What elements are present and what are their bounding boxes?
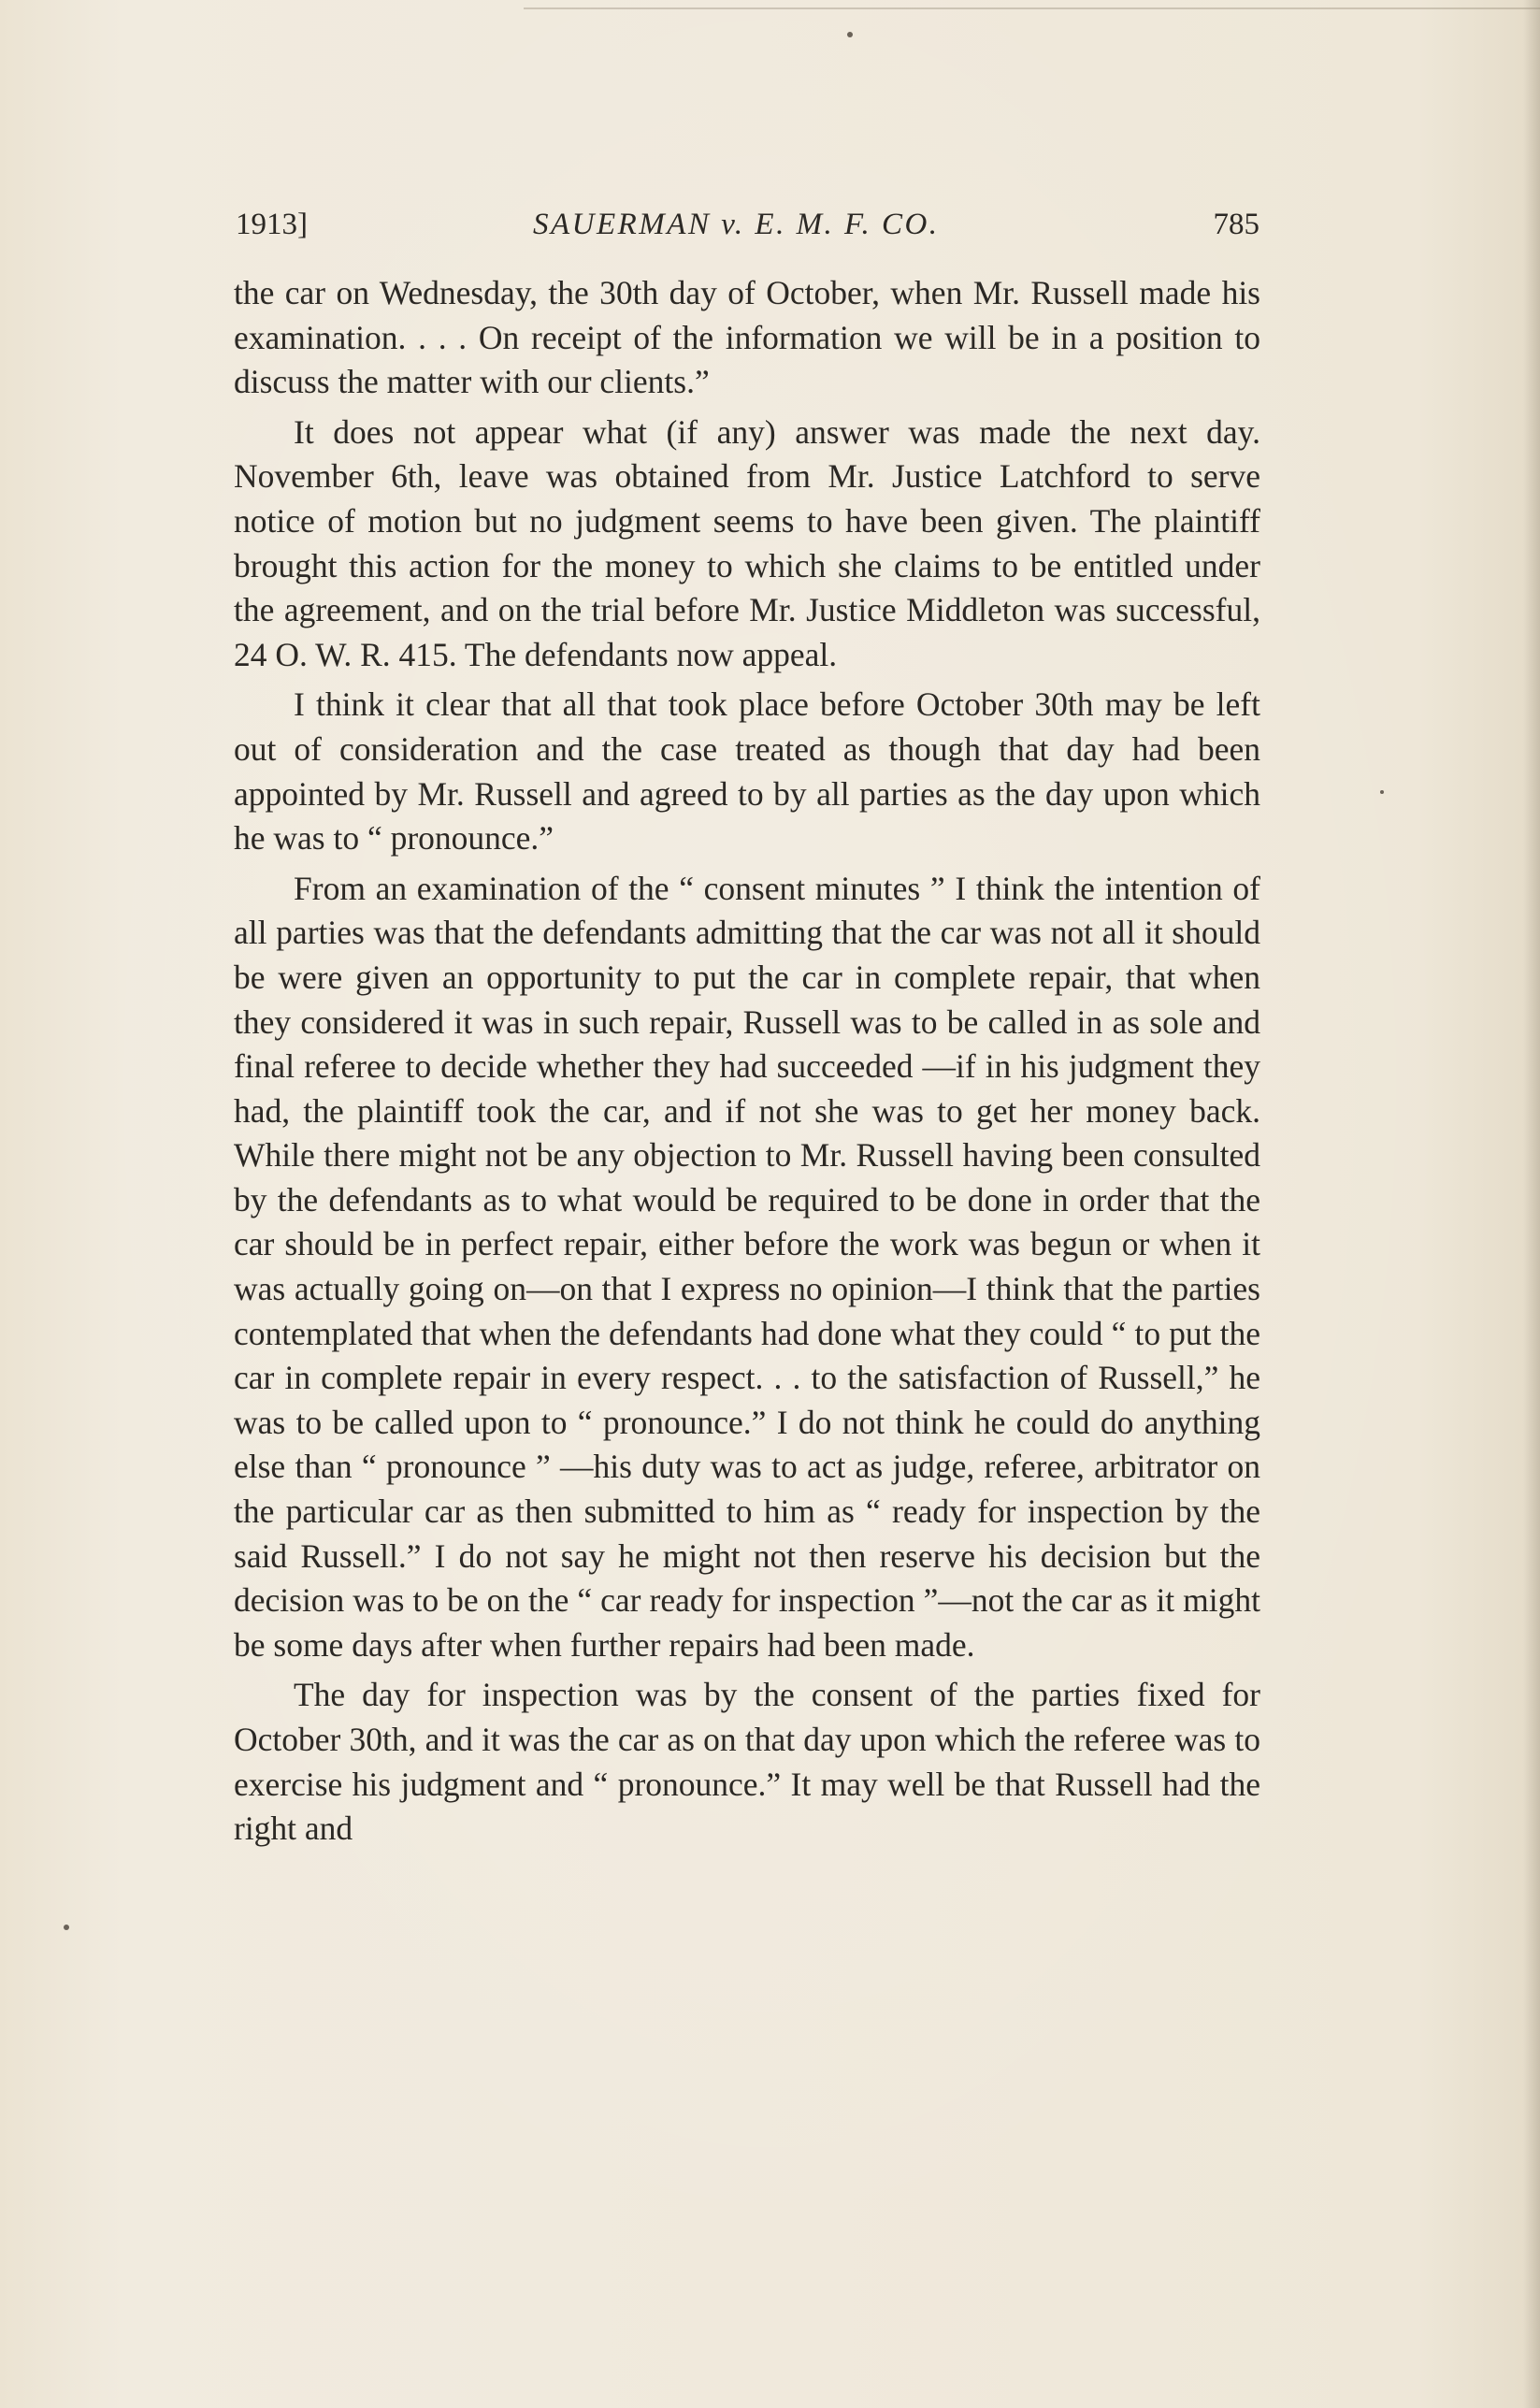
paragraph: I think it clear that all that took place before October 30th may be left out of consideration and the case treated as though that day had been appointed by Mr. Russell and agreed to by all parties as the day upon which he was to “ pronounce.” xyxy=(234,685,1260,858)
paper-speck xyxy=(847,32,853,37)
paragraph: From an examination of the “ consent minutes ” I think the intention of all parties was that the defendants admitting that the car was not all it should be were given an opportunity to put the car in complete repair, that when they considered it was in such repair, Russell was to be called in as sole and final referee to decide whether they had succeeded —if in his judgment they had, the plaintiff took the car, and if not she was to get her money back. While there might not be any objection to Mr. Russell having been consulted by the defendants as to what would be required to be done in order that the car should be in perfect repair, either before the work was begun or when it was actually going on—on that I express no opinion—I think that the parties contemplated that when the defendants had done what they could “ to put the car in complete repair in every respect. . . to the satisfaction of Russell,” he was to be called upon to “ pronounce.” I do not think he could do anything else than “ pronounce ” —his duty was to act as judge, referee, arbitrator on the particular car as then submitted to him as “ ready for inspection by the said Russell.” I do not say he might not then reserve his decision but the decision was to be on the “ car ready for inspection ”—not the car as it might be some days after when further repairs had been made. xyxy=(234,869,1260,1664)
paragraph: the car on Wednesday, the 30th day of October, when Mr. Russell made his examination. . . . On receipt of the information we will be in a position to discuss the matter with our clients.” xyxy=(234,274,1260,401)
paper-speck xyxy=(64,1925,69,1930)
paper-speck xyxy=(1380,790,1384,794)
paragraph: The day for inspection was by the consent of the parties fixed for October 30th, and it was the car as on that day upon which the referee was to exercise his judgment and “ pronounce.” It may well be that Russell had the right and xyxy=(234,1676,1260,1848)
page-number: 785 xyxy=(1213,208,1259,241)
running-header-year: 1913] xyxy=(236,208,308,241)
running-header xyxy=(236,200,1259,249)
page-right-edge-shadow xyxy=(1523,0,1540,2408)
running-header-case-title: SAUERMAN v. E. M. F. CO. xyxy=(533,208,940,241)
page-top-edge xyxy=(524,7,1540,9)
body-text xyxy=(234,271,1260,1852)
paragraph: It does not appear what (if any) answer was made the next day. November 6th, leave was obtained from Mr. Justice Latchford to serve notice of motion but no judgment seems to have been given. The plaintiff brought this action for the money to which she claims to be entitled under the agreement, and on the trial before Mr. Justice Middleton was successful, 24 O. W. R. 415. The defendants now appeal. xyxy=(234,412,1260,673)
